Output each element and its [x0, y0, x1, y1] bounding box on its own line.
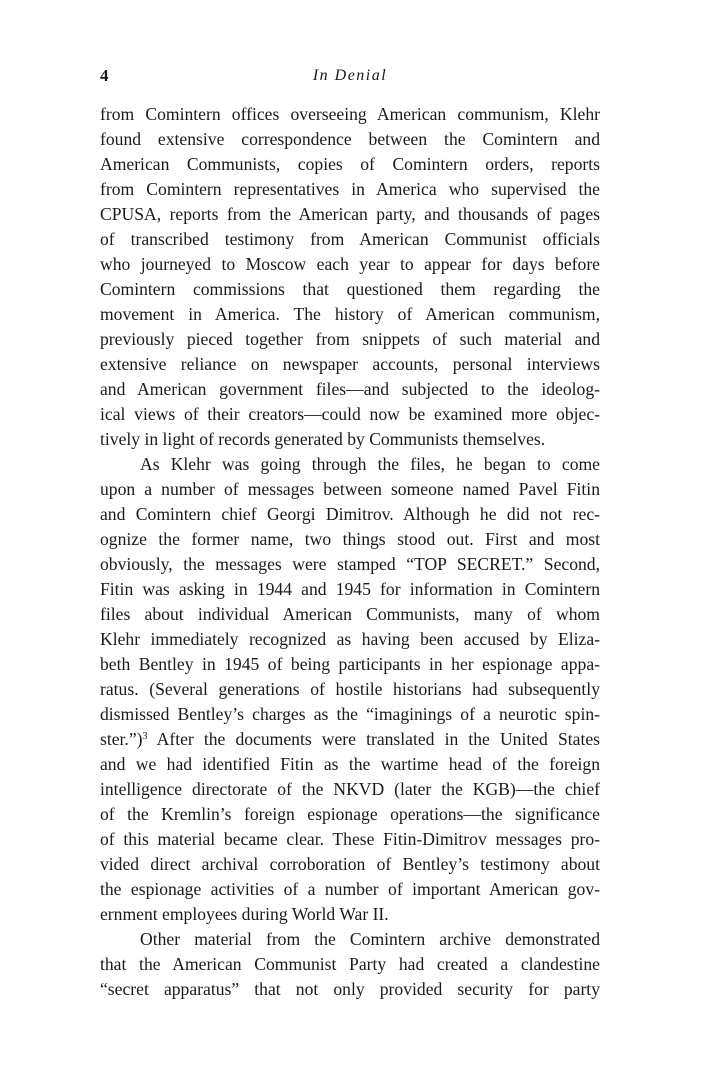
text-line: and we had identified Fitin as the wartime head of the foreign — [100, 754, 600, 774]
text-line: CPUSA, reports from the American party, and thousands of pages — [100, 204, 600, 224]
text-line: and Comintern chief Georgi Dimitrov. Although he did not rec- — [100, 504, 600, 524]
text-line: Klehr immediately recognized as having been accused by Eliza- — [100, 629, 600, 649]
text-line: tively in light of records generated by Communists themselves. — [100, 429, 546, 449]
text-line: previously pieced together from snippets of such material and — [100, 329, 600, 349]
text-line: obviously, the messages were stamped “TOP SECRET.” Second, — [100, 554, 600, 574]
text-line: from Comintern representatives in America who supervised the — [100, 179, 600, 199]
page-number: 4 — [100, 66, 109, 85]
text-line: from Comintern offices overseeing American communism, Klehr — [100, 104, 600, 124]
text-line: movement in America. The history of American communism, — [100, 304, 600, 324]
text-line: ical views of their creators—could now be examined more objec- — [100, 404, 600, 424]
line-start: ster.”) — [100, 729, 143, 749]
text-line: and American government files—and subjected to the ideolog- — [100, 379, 600, 399]
text-line: that the American Communist Party had created a clandestine — [100, 954, 600, 974]
text-line: ernment employees during World War II. — [100, 904, 389, 924]
line-end: After the documents were translated in the United States — [156, 729, 600, 749]
text-line: American Communists, copies of Comintern orders, reports — [100, 154, 600, 174]
text-line: files about individual American Communists, many of whom — [100, 604, 600, 624]
text-line: found extensive correspondence between the Comintern and — [100, 129, 600, 149]
text-line: of the Kremlin’s foreign espionage operations—the significance — [100, 804, 600, 824]
text-line: intelligence directorate of the NKVD (later the KGB)—the chief — [100, 779, 600, 799]
body-text — [100, 102, 600, 1002]
text-line-with-footnote — [100, 727, 600, 752]
text-line: the espionage activities of a number of important American gov- — [100, 879, 600, 899]
book-title: In Denial — [312, 67, 388, 84]
text-line: Fitin was asking in 1944 and 1945 for information in Comintern — [100, 579, 600, 599]
text-line: of transcribed testimony from American Communist officials — [100, 229, 600, 249]
footnote-reference[interactable]: 3 — [142, 731, 148, 742]
text-line: beth Bentley in 1945 of being participants in her espionage appa- — [100, 654, 600, 674]
text-line: “secret apparatus” that not only provided security for party — [100, 979, 600, 999]
text-line: Comintern commissions that questioned them regarding the — [100, 279, 600, 299]
text-line: of this material became clear. These Fitin-Dimitrov messages pro- — [100, 829, 600, 849]
text-line: vided direct archival corroboration of Bentley’s testimony about — [100, 854, 600, 874]
running-head — [100, 64, 600, 88]
text-line: extensive reliance on newspaper accounts, personal interviews — [100, 354, 600, 374]
text-line: ognize the former name, two things stood out. First and most — [100, 529, 600, 549]
text-line: who journeyed to Moscow each year to appear for days before — [100, 254, 600, 274]
text-line: As Klehr was going through the files, he began to come — [140, 454, 600, 474]
text-line: ratus. (Several generations of hostile historians had subsequently — [100, 679, 600, 699]
text-line: Other material from the Comintern archive demonstrated — [140, 929, 600, 949]
text-line: dismissed Bentley’s charges as the “imaginings of a neurotic spin- — [100, 704, 600, 724]
text-line: upon a number of messages between someone named Pavel Fitin — [100, 479, 600, 499]
